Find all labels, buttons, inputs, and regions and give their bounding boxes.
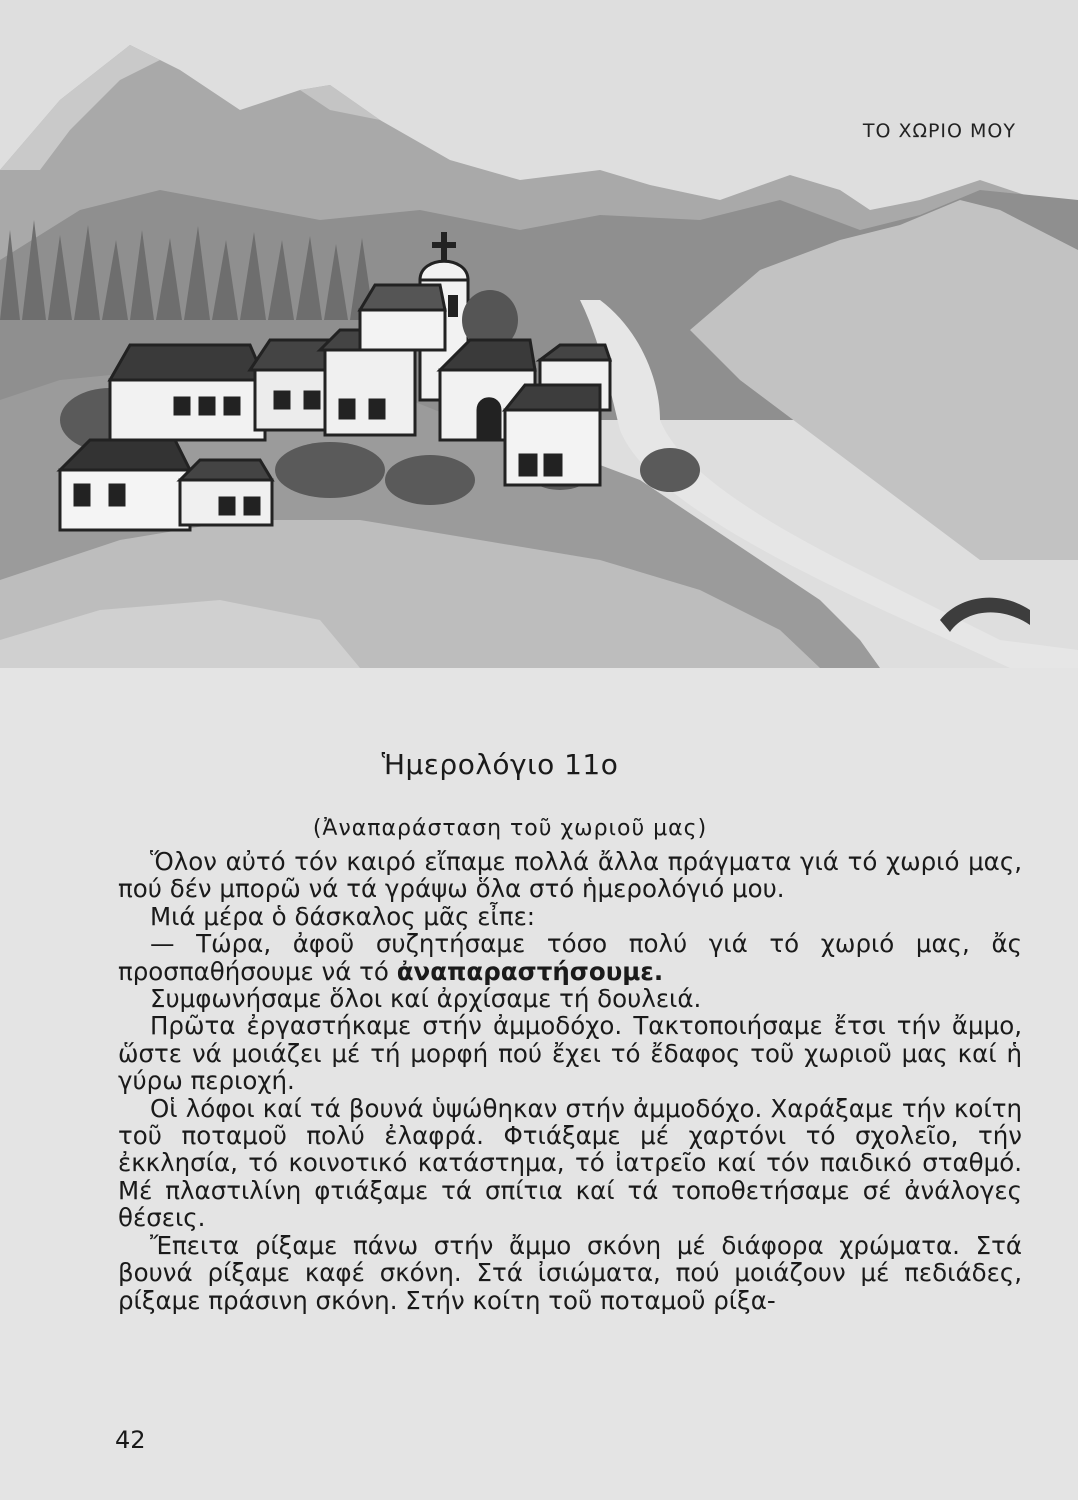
page-number: 42 [115, 1426, 146, 1454]
body-text [118, 848, 1022, 1314]
village-illustration [0, 0, 1078, 668]
paragraph: Οἱ λόφοι καί τά βουνά ὑψώθηκαν στήν ἀμμοδόχο. Χαράξαμε τήν κοίτη τοῦ ποταμοῦ πολύ ἐλαφρά. Φτιάξαμε μέ χαρτόνι τό σχολεῖο, τήν ἐκκλησία, τό κοινοτικό κατάστημα, τό ἰατρεῖο καί τόν παιδικό σταθμό. Μέ πλαστιλίνη φτιάξαμε τά σπίτια καί τά τοποθετήσαμε σέ ἀνάλογες θέσεις. [118, 1093, 1022, 1233]
paragraph-text: — Τώρα, ἀφοῦ συζητήσαμε τόσο πολύ γιά τό χωριό μας, ἄς προσπαθήσουμε νά τό [118, 929, 1022, 986]
paragraph: Πρῶτα ἐργαστήκαμε στήν ἀμμοδόχο. Τακτοποιήσαμε ἔτσι τήν ἄμμο, ὥστε νά μοιάζει μέ τή μορφή πού ἔχει τό ἔδαφος τοῦ χωριοῦ μας καί ἡ γύρω περιοχή. [118, 1011, 1022, 1096]
emphasized-word: ἀναπαραστήσουμε. [396, 956, 664, 986]
diary-entry-subtitle: (Ἀναπαράσταση τοῦ χωριοῦ μας) [312, 816, 708, 841]
paragraph: Ὅλον αὐτό τόν καιρό εἴπαμε πολλά ἄλλα πράγματα γιά τό χωριό μας, πού δέν μπορῶ νά τά γράψω ὅλα στό ἡμερολόγιό μου. [118, 847, 1022, 904]
section-title: ΤΟ ΧΩΡΙΟ ΜΟΥ [862, 120, 1016, 142]
diary-entry-title: Ἡμερολόγιο 11ο [381, 748, 619, 781]
paragraph: Μιά μέρα ὁ δάσκαλος μᾶς εἶπε: [150, 901, 536, 931]
paragraph: Ἔπειτα ρίξαμε πάνω στήν ἄμμο σκόνη μέ διάφορα χρώματα. Στά βουνά ρίξαμε καφέ σκόνη. Στά ἰσιώματα, πού μοιάζουν μέ πεδιάδες, ρίξαμε πράσινη σκόνη. Στήν κοίτη τοῦ ποταμοῦ ρίξα- [118, 1230, 1022, 1315]
paragraph [118, 930, 1022, 985]
paragraph: Συμφωνήσαμε ὅλοι καί ἀρχίσαμε τή δουλειά. [150, 984, 702, 1014]
